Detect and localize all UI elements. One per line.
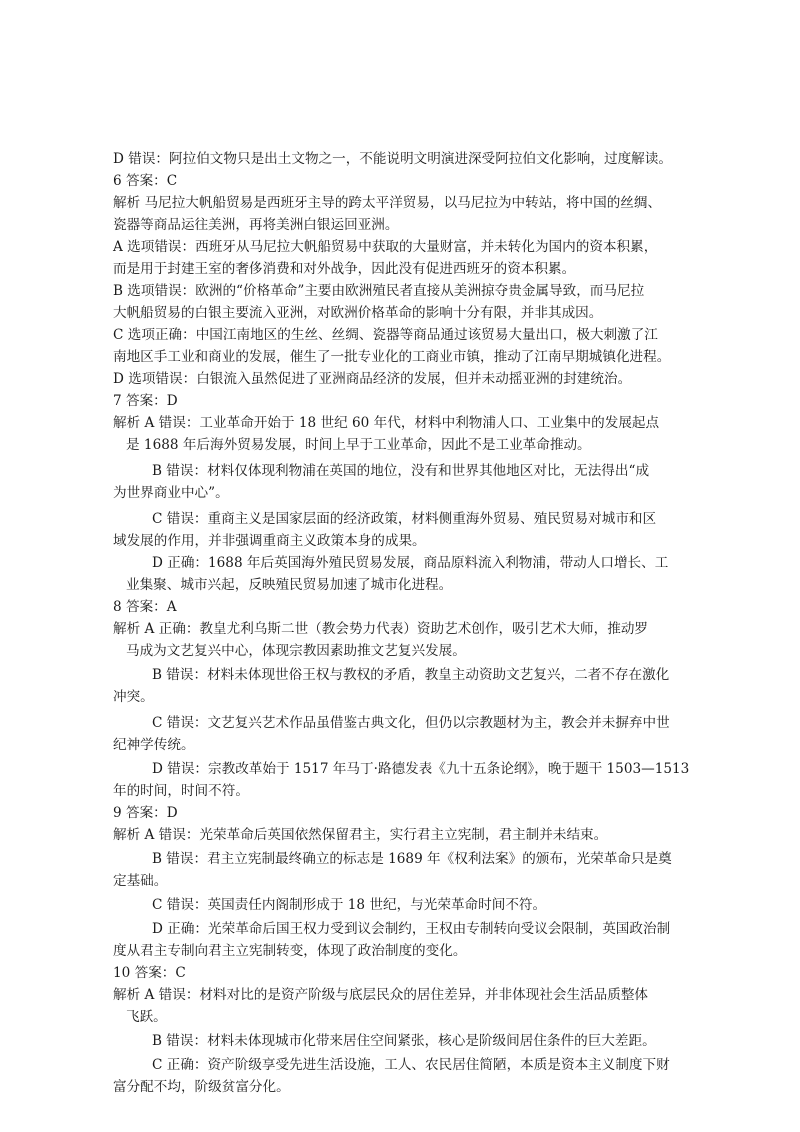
text-line: 为世界商业中心”。 (113, 485, 229, 501)
text-line: 飞跃。 (126, 1009, 167, 1025)
text-line: C 正确：资产阶级享受先进生活设施，工人、农民居住简陋，本质是资本主义制度下财 (152, 1057, 670, 1073)
text-line: D 正确：光荣革命后国王权力受到议会制约，王权由专制转向受议会限制，英国政治制 (152, 921, 671, 937)
text-line: D 错误：宗教改革始于 1517 年马丁·路德发表《九十五条论纲》，晚于题干 1503—1513 (152, 761, 690, 777)
answer-heading-8: 8 答案：A (113, 599, 177, 615)
answer-heading-9: 9 答案：D (113, 805, 178, 821)
text-line: 而是用于封建王室的奢侈消费和对外战争，因此没有促进西班牙的资本积累。 (113, 261, 576, 277)
text-line: 瓷器等商品运往美洲，再将美洲白银运回亚洲。 (113, 217, 399, 233)
text-line: 马成为文艺复兴中心，体现宗教因素助推文艺复兴发展。 (126, 643, 466, 659)
text-line: C 错误：文艺复兴艺术作品虽借鉴古典文化，但仍以宗教题材为主，教会并未摒弃中世 (152, 715, 670, 731)
text-line: B 错误：材料仅体现利物浦在英国的地位，没有和世界其他地区对比，无法得出“成 (152, 463, 650, 479)
text-line: 冲突。 (113, 689, 154, 705)
text-line: 定基础。 (113, 873, 168, 889)
text-line: B 错误：材料未体现世俗王权与教权的矛盾，教皇主动资助文艺复兴，二者不存在激化 (152, 667, 670, 683)
text-line: 解析 A 正确：教皇尤利乌斯二世（教会势力代表）资助艺术创作，吸引艺术大师，推动罗 (113, 621, 649, 637)
text-line: 业集聚、城市兴起，反映殖民贸易加速了城市化进程。 (126, 577, 453, 593)
text-line: 解析 A 错误：光荣革命后英国依然保留君主，实行君主立宪制，君主制并未结束。 (113, 827, 608, 843)
text-line: C 选项正确：中国江南地区的生丝、丝绸、瓷器等商品通过该贸易大量出口，极大刺激了江 (113, 327, 658, 343)
text-line: 纪神学传统。 (113, 737, 195, 753)
text-line: 解析 A 错误：工业革命开始于 18 世纪 60 年代，材料中利物浦人口、工业集中的发展起点 (113, 415, 660, 431)
text-line: A 选项错误：西班牙从马尼拉大帆船贸易中获取的大量财富，并未转化为国内的资本积累， (113, 239, 658, 255)
text-line: D 错误：阿拉伯文物只是出土文物之一，不能说明文明演进深受阿拉伯文化影响，过度解读。 (113, 151, 672, 167)
text-line: 度从君主专制向君主立宪制转变，体现了政治制度的变化。 (113, 943, 467, 959)
text-line: 年的时间，时间不符。 (113, 783, 249, 799)
text-line: 南地区手工业和商业的发展，催生了一批专业化的工商业市镇，推动了江南早期城镇化进程。 (113, 349, 671, 365)
text-line: 大帆船贸易的白银主要流入亚洲，对欧洲价格革命的影响十分有限，并非其成因。 (113, 305, 603, 321)
text-line: C 错误：英国责任内阁制形成于 18 世纪，与光荣革命时间不符。 (152, 897, 547, 913)
text-line: B 错误：君主立宪制最终确立的标志是 1689 年《权利法案》的颁布，光荣革命只是奠 (152, 851, 672, 867)
text-line: C 错误：重商主义是国家层面的经济政策，材料侧重海外贸易、殖民贸易对城市和区 (152, 511, 657, 527)
text-line: 富分配不均，阶级贫富分化。 (113, 1079, 290, 1095)
text-line: 域发展的作用，并非强调重商主义政策本身的成果。 (113, 533, 426, 549)
text-line: 解析 A 错误：材料对比的是资产阶级与底层民众的居住差异，并非体现社会生活品质整体 (113, 987, 649, 1003)
text-line: B 选项错误：欧洲的“价格革命”主要由欧洲殖民者直接从美洲掠夺贵金属导致，而马尼拉 (113, 283, 645, 299)
text-line: B 错误：材料未体现城市化带来居住空间紧张，核心是阶级间居住条件的巨大差距。 (152, 1033, 656, 1049)
text-line: D 正确：1688 年后英国海外殖民贸易发展，商品原料流入利物浦，带动人口增长、工 (152, 555, 669, 571)
answer-heading-6: 6 答案：C (113, 173, 178, 189)
text-line: 是 1688 年后海外贸易发展，时间上早于工业革命，因此不是工业革命推动。 (126, 437, 591, 453)
answer-heading-7: 7 答案：D (113, 393, 178, 409)
text-line: D 选项错误：白银流入虽然促进了亚洲商品经济的发展，但并未动摇亚洲的封建统治。 (113, 371, 632, 387)
answer-heading-10: 10 答案：C (113, 965, 186, 981)
text-line: 解析 马尼拉大帆船贸易是西班牙主导的跨太平洋贸易，以马尼拉为中转站，将中国的丝绸、 (113, 195, 662, 211)
